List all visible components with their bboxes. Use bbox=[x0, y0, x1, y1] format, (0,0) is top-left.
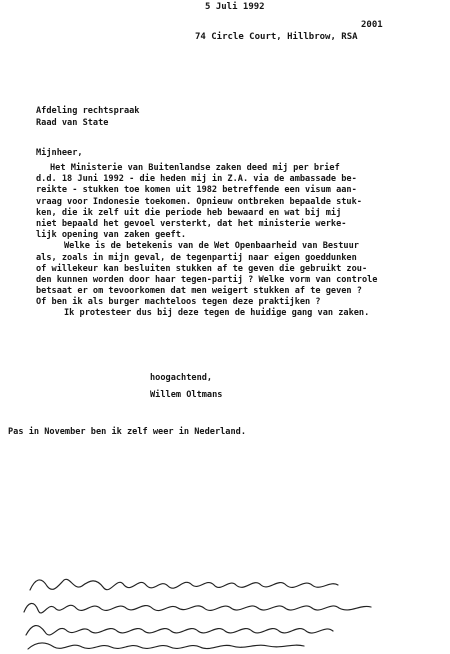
body-line: of willekeur kan besluiten stukken af te geven die gebruikt zou- bbox=[36, 263, 368, 274]
body-line: den kunnen worden door haar tegen-partij ? Welke vorm van controle bbox=[36, 274, 378, 285]
body-line: niet bepaald het gevoel versterkt, dat het ministerie werke- bbox=[36, 218, 347, 229]
letter-date: 5 Juli 1992 bbox=[205, 2, 265, 12]
closing: hoogachtend, bbox=[150, 373, 213, 383]
body-line: Het Ministerie van Buitenlandse zaken deed mij per brief bbox=[50, 163, 340, 173]
body-line: d.d. 18 Juni 1992 - die heden mij in Z.A. via de ambassade be- bbox=[36, 174, 357, 185]
signature-name: Willem Oltmans bbox=[150, 390, 223, 400]
salutation: Mijnheer, bbox=[36, 148, 83, 158]
body-line: als, zoals in mijn geval, de tegenpartij naar eigen goeddunken bbox=[36, 252, 357, 263]
address-code: 2001 bbox=[361, 20, 383, 30]
body-line: reikte - stukken toe komen uit 1982 betreffende een visum aan- bbox=[36, 185, 357, 196]
recipient-organisation: Raad van State bbox=[36, 118, 109, 128]
body-line: betsaat er om tevoorkomen dat men weigert stukken af te geven ? bbox=[36, 286, 362, 297]
body-line: Ik protesteer dus bij deze tegen de huidige gang van zaken. bbox=[64, 308, 370, 319]
body-line: vraag voor Indonesie toekomen. Opnieuw ontbreken bepaalde stuk- bbox=[36, 196, 362, 207]
body-line: Of ben ik als burger machteloos tegen deze praktijken ? bbox=[36, 297, 321, 308]
body-line: lijk opening van zaken geeft. bbox=[36, 230, 187, 241]
body-line: ken, die ik zelf uit die periode heb bewaard en wat bij mij bbox=[36, 207, 342, 218]
postscript: Pas in November ben ik zelf weer in Nederland. bbox=[8, 427, 246, 437]
body-line: Welke is de betekenis van de Wet Openbaarheid van Bestuur bbox=[64, 241, 359, 252]
recipient-department: Afdeling rechtspraak bbox=[36, 106, 140, 116]
sender-address: 74 Circle Court, Hillbrow, RSA bbox=[195, 32, 358, 42]
